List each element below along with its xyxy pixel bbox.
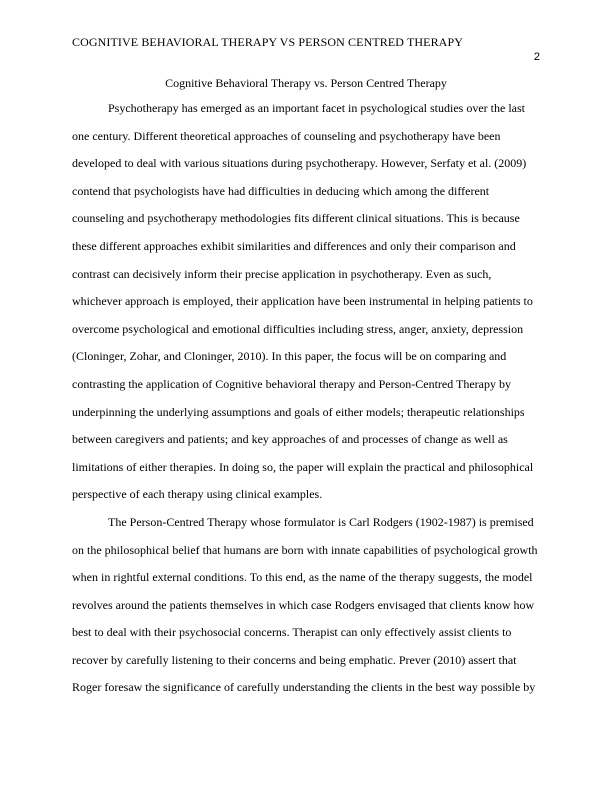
text-line: underpinning the underlying assumptions and goals of either models; therapeutic relationships [72,404,525,419]
text-line: recover by carefully listening to their concerns and being emphatic. Prever (2010) assert that [72,652,517,667]
text-line: Roger foresaw the significance of carefully understanding the clients in the best way possible by [72,680,536,695]
text-line: overcome psychological and emotional difficulties including stress, anger, anxiety, depression [72,321,524,336]
text-line: perspective of each therapy using clinical examples. [72,487,323,502]
text-line: contrasting the application of Cognitive behavioral therapy and Person-Centred Therapy by [72,376,511,391]
text-line: counseling and psychotherapy methodologies fits different clinical situations. This is because [72,211,520,226]
text-line: whichever approach is employed, their application have been instrumental in helping patients to [72,294,533,309]
text-line: Psychotherapy has emerged as an important facet in psychological studies over the last [108,101,525,115]
text-line: revolves around the patients themselves in which case Rodgers envisaged that clients know how [72,597,535,612]
text-line: The Person-Centred Therapy whose formulator is Carl Rodgers (1902-1987) is premised [108,514,534,529]
paragraph-1 [72,95,540,509]
text-line: limitations of either therapies. In doing so, the paper will explain the practical and philosophical [72,459,534,474]
text-line: best to deal with their psychosocial concerns. Therapist can only effectively assist clients to [72,625,512,640]
text-line: (Cloninger, Zohar, and Cloninger, 2010). In this paper, the focus will be on comparing and [72,349,507,364]
text-line: on the philosophical belief that humans are born with innate capabilities of psychological growth [72,542,538,557]
text-line: one century. Different theoretical approaches of counseling and psychotherapy have been [72,128,501,143]
page-number: 2 [533,51,540,63]
text-line: developed to deal with various situations during psychotherapy. However, Serfaty et al. (2009) [72,156,527,171]
text-line: contend that psychologists have had difficulties in deducing which among the different [72,183,490,198]
paragraph-2 [72,509,540,702]
text-line: contrast can decisively inform their precise application in psychotherapy. Even as such, [72,266,492,281]
text-line: these different approaches exhibit similarities and differences and only their comparison and [72,238,516,253]
document-title: Cognitive Behavioral Therapy vs. Person Centred Therapy [165,76,447,90]
body-text [72,95,540,702]
running-head: COGNITIVE BEHAVIORAL THERAPY VS PERSON CENTRED THERAPY [72,35,463,49]
text-line: between caregivers and patients; and key approaches of and processes of change as well as [72,432,508,447]
text-line: when in rightful external conditions. To this end, as the name of the therapy suggests, the model [72,570,533,585]
